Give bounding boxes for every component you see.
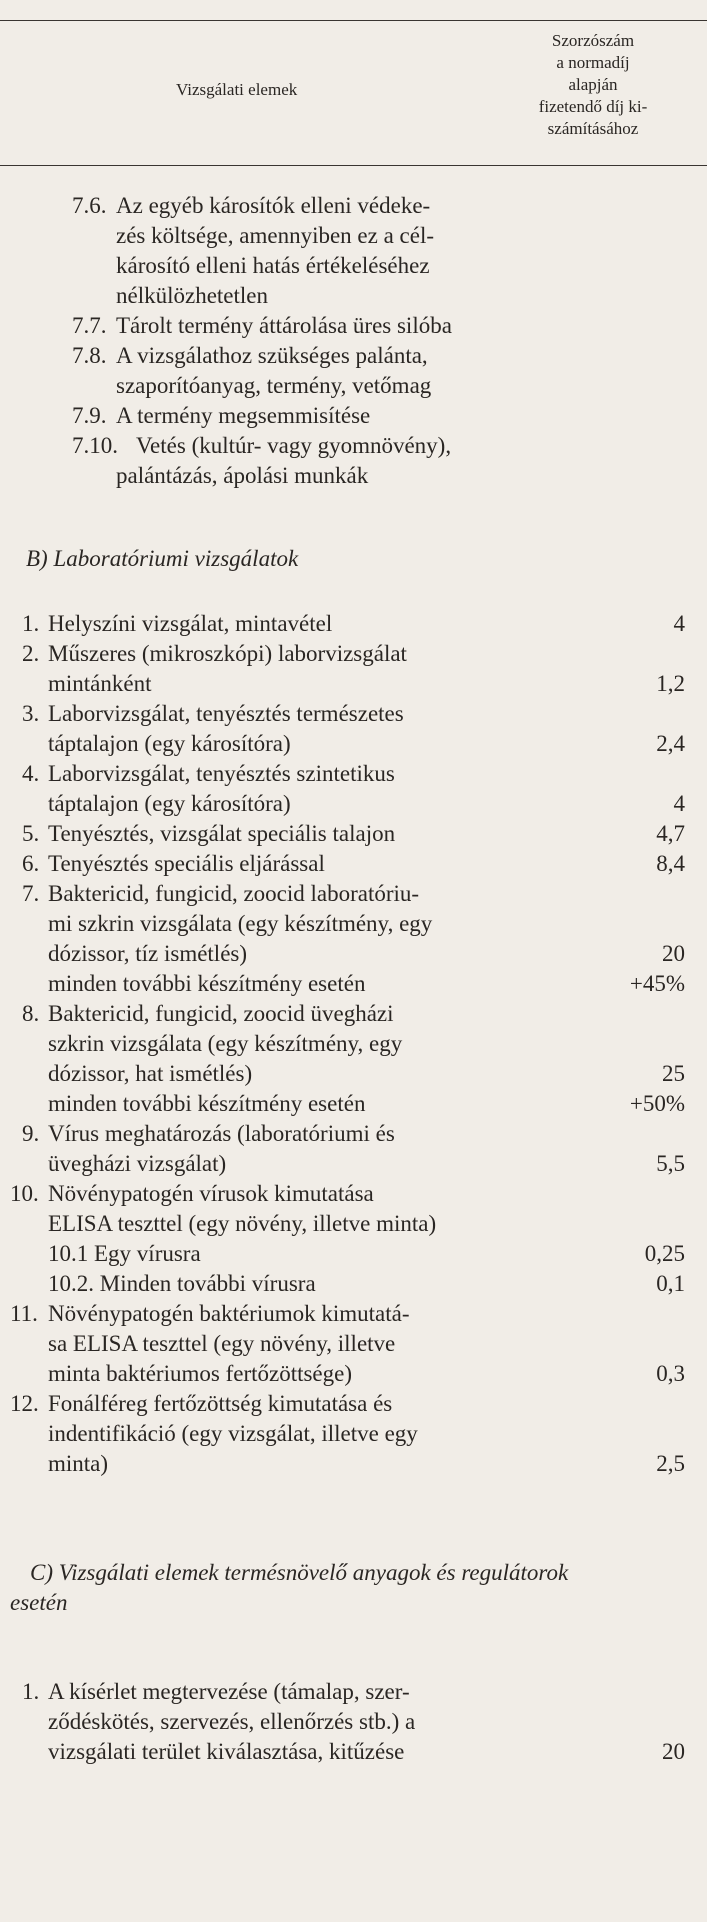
item-text: ELISA teszttel (egy növény, illetve minta) [48, 1211, 437, 1236]
item-number: 7.8. [72, 343, 107, 368]
item-number: 12. [10, 1391, 39, 1416]
header-right-line: Szorzószám [551, 31, 635, 50]
item-number: 1. [22, 1679, 40, 1704]
section-b-title: B) Laboratóriumi vizsgálatok [26, 546, 299, 571]
item-value: 20 [662, 941, 685, 966]
item-text: palántázás, ápolási munkák [116, 463, 369, 488]
item-text: 10.1 Egy vírusra [48, 1241, 201, 1266]
item-text: minta) [48, 1451, 109, 1476]
item-text: ződéskötés, szervezés, ellenőrzés stb.) a [48, 1709, 416, 1734]
item-value: 8,4 [656, 851, 685, 876]
item-text: Baktericid, fungicid, zoocid laboratóriu- [48, 881, 420, 906]
item-text: A kísérlet megtervezése (támalap, szer- [48, 1679, 410, 1704]
section-c-title-cont: esetén [10, 1590, 68, 1615]
item-text: A vizsgálathoz szükséges palánta, [116, 343, 428, 368]
item-text: Növénypatogén baktériumok kimutatá- [48, 1301, 410, 1326]
item-text: táptalajon (egy károsítóra) [48, 731, 291, 756]
item-text: Laborvizsgálat, tenyésztés természetes [48, 701, 404, 726]
item-number: 6. [22, 851, 40, 876]
item-text: minden további készítmény esetén [48, 1091, 366, 1116]
item-text: üvegházi vizsgálat) [48, 1151, 227, 1176]
header-right-label [508, 30, 678, 140]
item-text: Az egyéb károsítók elleni védeke- [116, 193, 431, 218]
item-number: 7. [22, 881, 40, 906]
item-text: indentifikáció (egy vizsgálat, illetve egy [48, 1421, 418, 1446]
item-text: dózissor, tíz ismétlés) [48, 941, 248, 966]
item-value: 20 [662, 1739, 685, 1764]
item-text: Baktericid, fungicid, zoocid üvegházi [48, 1001, 394, 1026]
item-number: 9. [22, 1121, 40, 1146]
item-text: minta baktériumos fertőzöttsége) [48, 1361, 353, 1386]
header-right-line: számításához [547, 119, 639, 138]
item-text: minden további készítmény esetén [48, 971, 366, 996]
item-text: Tenyésztés, vizsgálat speciális talajon [48, 821, 396, 846]
item-number: 4. [22, 761, 40, 786]
header-bottom-rule [0, 165, 707, 166]
item-value: 0,3 [656, 1361, 685, 1386]
item-text: Helyszíni vizsgálat, mintavétel [48, 611, 333, 636]
item-value: +50% [629, 1091, 685, 1116]
item-value: 4 [673, 611, 685, 636]
section-c-title: C) Vizsgálati elemek termésnövelő anyagok és regulátorok [30, 1560, 569, 1585]
header-right-line: alapján [568, 75, 618, 94]
item-text: Tárolt termény áttárolása üres silóba [116, 313, 452, 338]
item-text: dózissor, hat ismétlés) [48, 1061, 253, 1086]
header-right-line: a normadíj [556, 53, 630, 72]
item-text: zés költsége, amennyiben ez a cél- [116, 223, 435, 248]
item-text: A termény megsemmisítése [116, 403, 371, 428]
header-right-line: fizetendő díj ki- [538, 97, 648, 116]
item-number: 3. [22, 701, 40, 726]
item-number: 7.6. [72, 193, 107, 218]
item-text: sa ELISA teszttel (egy növény, illetve [48, 1331, 396, 1356]
item-text: Laborvizsgálat, tenyésztés szintetikus [48, 761, 395, 786]
item-number: 7.9. [72, 403, 107, 428]
item-value: 25 [662, 1061, 685, 1086]
item-text: mi szkrin vizsgálata (egy készítmény, egy [48, 911, 433, 936]
item-value: +45% [629, 971, 685, 996]
item-text: Növénypatogén vírusok kimutatása [48, 1181, 374, 1206]
item-number: 7.7. [72, 313, 107, 338]
item-number: 7.10. [72, 433, 118, 458]
table-top-rule [0, 20, 707, 21]
item-text: Műszeres (mikroszkópi) laborvizsgálat [48, 641, 407, 666]
item-number: 1. [22, 611, 40, 636]
item-value: 2,4 [656, 731, 685, 756]
item-value: 2,5 [656, 1451, 685, 1476]
item-number: 10. [10, 1181, 39, 1206]
item-value: 4,7 [656, 821, 685, 846]
item-text: szaporítóanyag, termény, vetőmag [116, 373, 432, 398]
item-text: táptalajon (egy károsítóra) [48, 791, 291, 816]
item-text: Vírus meghatározás (laboratóriumi és [48, 1121, 395, 1146]
item-text: károsító elleni hatás értékeléséhez [116, 253, 430, 278]
item-value: 1,2 [656, 671, 685, 696]
item-value: 5,5 [656, 1151, 685, 1176]
item-text: 10.2. Minden további vírusra [48, 1271, 316, 1296]
item-text: Vetés (kultúr- vagy gyomnövény), [136, 433, 452, 458]
header-left-label: Vizsgálati elemek [176, 80, 298, 99]
item-number: 11. [10, 1301, 38, 1326]
item-value: 0,25 [644, 1241, 685, 1266]
item-value: 0,1 [656, 1271, 685, 1296]
item-text: szkrin vizsgálata (egy készítmény, egy [48, 1031, 403, 1056]
item-number: 8. [22, 1001, 40, 1026]
item-text: mintánként [48, 671, 152, 696]
item-text: nélkülözhetetlen [116, 283, 268, 308]
item-number: 2. [22, 641, 40, 666]
item-text: Fonálféreg fertőzöttség kimutatása és [48, 1391, 393, 1416]
item-text: Tenyésztés speciális eljárással [48, 851, 325, 876]
item-number: 5. [22, 821, 40, 846]
item-text: vizsgálati terület kiválasztása, kitűzése [48, 1739, 405, 1764]
item-value: 4 [673, 791, 685, 816]
